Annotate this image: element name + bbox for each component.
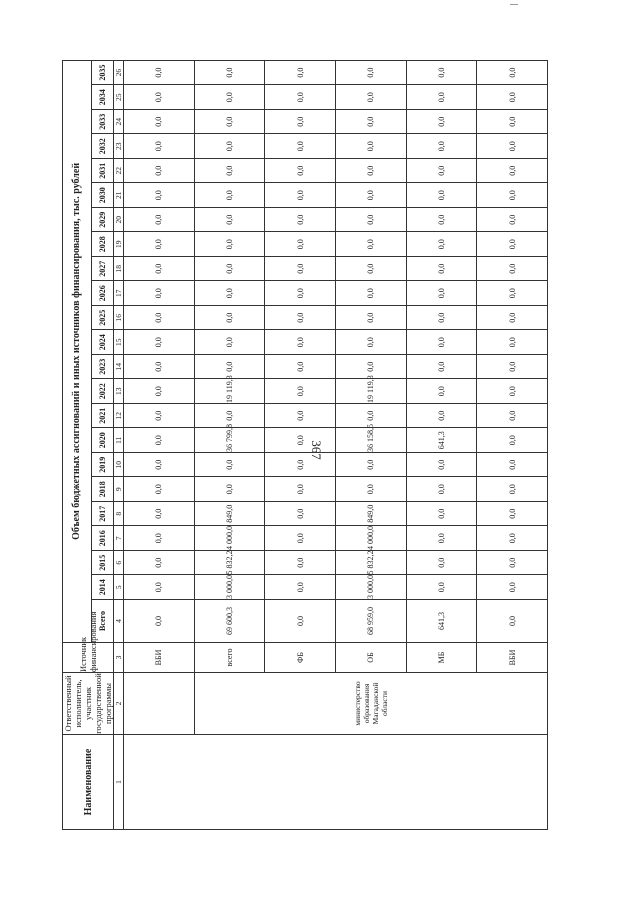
value-cell: 0,0 bbox=[477, 379, 548, 404]
value-cell: 849,0 bbox=[335, 502, 406, 527]
value-cell: 0,0 bbox=[477, 306, 548, 331]
column-number: 16 bbox=[114, 306, 124, 331]
value-cell: 0,0 bbox=[265, 306, 336, 331]
value-cell: 0,0 bbox=[194, 355, 265, 380]
header-year: 2020 bbox=[91, 428, 113, 453]
value-cell: 0,0 bbox=[477, 428, 548, 453]
value-cell: 0,0 bbox=[406, 379, 477, 404]
value-cell: 0,0 bbox=[477, 526, 548, 551]
value-cell: 0,0 bbox=[265, 526, 336, 551]
value-cell: 0,0 bbox=[194, 330, 265, 355]
value-cell: 0,0 bbox=[265, 551, 336, 576]
header-funding-title: Объем бюджетных ассигнований и иных источников финансирования, тыс. рублей bbox=[63, 60, 92, 642]
total-cell: 68 959,0 bbox=[335, 600, 406, 643]
value-cell: 0,0 bbox=[406, 330, 477, 355]
value-cell: 0,0 bbox=[406, 208, 477, 233]
value-cell: 0,0 bbox=[477, 355, 548, 380]
column-number: 25 bbox=[114, 85, 124, 110]
value-cell: 0,0 bbox=[194, 404, 265, 429]
header-year: 2023 bbox=[91, 355, 113, 380]
value-cell: 0,0 bbox=[406, 60, 477, 85]
value-cell: 0,0 bbox=[406, 110, 477, 135]
value-cell: 0,0 bbox=[265, 85, 336, 110]
value-cell: 0,0 bbox=[477, 502, 548, 527]
value-cell: 0,0 bbox=[477, 257, 548, 282]
value-cell: 0,0 bbox=[335, 110, 406, 135]
value-cell: 0,0 bbox=[265, 281, 336, 306]
column-number: 5 bbox=[114, 575, 124, 600]
value-cell: 0,0 bbox=[335, 159, 406, 184]
value-cell: 0,0 bbox=[406, 526, 477, 551]
value-cell: 0,0 bbox=[265, 159, 336, 184]
value-cell: 0,0 bbox=[124, 502, 195, 527]
value-cell: 0,0 bbox=[406, 575, 477, 600]
header-row-top bbox=[63, 60, 92, 829]
column-number: 6 bbox=[114, 551, 124, 576]
column-number: 20 bbox=[114, 208, 124, 233]
value-cell: 0,0 bbox=[124, 232, 195, 257]
column-number: 9 bbox=[114, 477, 124, 502]
total-cell: 0,0 bbox=[265, 600, 336, 643]
value-cell: 5 832,2 bbox=[194, 551, 265, 576]
value-cell: 0,0 bbox=[124, 281, 195, 306]
column-number: 3 bbox=[114, 643, 124, 673]
value-cell: 0,0 bbox=[124, 428, 195, 453]
value-cell: 0,0 bbox=[124, 85, 195, 110]
value-cell: 0,0 bbox=[335, 306, 406, 331]
header-year: 2019 bbox=[91, 453, 113, 478]
table-row bbox=[194, 60, 265, 829]
source-cell: ВБИ bbox=[477, 643, 548, 673]
header-year: 2034 bbox=[91, 85, 113, 110]
source-cell: МБ bbox=[406, 643, 477, 673]
value-cell: 4 000,0 bbox=[335, 526, 406, 551]
header-year: 2026 bbox=[91, 281, 113, 306]
value-cell: 0,0 bbox=[477, 85, 548, 110]
column-number: 8 bbox=[114, 502, 124, 527]
value-cell: 0,0 bbox=[335, 477, 406, 502]
header-year: 2029 bbox=[91, 208, 113, 233]
value-cell: 0,0 bbox=[265, 60, 336, 85]
column-number: 2 bbox=[114, 673, 124, 735]
value-cell: 0,0 bbox=[265, 208, 336, 233]
value-cell: 0,0 bbox=[124, 257, 195, 282]
value-cell: 0,0 bbox=[335, 208, 406, 233]
header-year: 2035 bbox=[91, 60, 113, 85]
column-number: 18 bbox=[114, 257, 124, 282]
responsible-cell: министерство образования Магаданской области bbox=[194, 673, 547, 735]
name-cell bbox=[124, 735, 548, 830]
value-cell: 0,0 bbox=[335, 330, 406, 355]
header-year: 2014 bbox=[91, 575, 113, 600]
header-year: 2031 bbox=[91, 159, 113, 184]
value-cell: 641,3 bbox=[406, 428, 477, 453]
value-cell: 36 158,5 bbox=[335, 428, 406, 453]
value-cell: 0,0 bbox=[124, 453, 195, 478]
value-cell: 0,0 bbox=[406, 404, 477, 429]
value-cell: 0,0 bbox=[194, 281, 265, 306]
column-number: 7 bbox=[114, 526, 124, 551]
value-cell: 0,0 bbox=[406, 306, 477, 331]
value-cell: 0,0 bbox=[124, 404, 195, 429]
value-cell: 0,0 bbox=[477, 404, 548, 429]
value-cell: 0,0 bbox=[194, 232, 265, 257]
column-number: 15 bbox=[114, 330, 124, 355]
column-number: 1 bbox=[114, 735, 124, 830]
column-number: 11 bbox=[114, 428, 124, 453]
total-cell: 641,3 bbox=[406, 600, 477, 643]
header-year: 2015 bbox=[91, 551, 113, 576]
value-cell: 0,0 bbox=[406, 159, 477, 184]
header-year: 2024 bbox=[91, 330, 113, 355]
column-number: 10 bbox=[114, 453, 124, 478]
source-cell: всего bbox=[194, 643, 265, 673]
header-total: Всего bbox=[91, 600, 113, 643]
value-cell: 0,0 bbox=[477, 208, 548, 233]
column-number: 14 bbox=[114, 355, 124, 380]
header-year: 2033 bbox=[91, 110, 113, 135]
value-cell: 0,0 bbox=[194, 208, 265, 233]
value-cell: 0,0 bbox=[406, 355, 477, 380]
value-cell: 0,0 bbox=[124, 110, 195, 135]
value-cell: 0,0 bbox=[477, 551, 548, 576]
value-cell: 0,0 bbox=[265, 428, 336, 453]
value-cell: 0,0 bbox=[406, 257, 477, 282]
value-cell: 0,0 bbox=[335, 232, 406, 257]
value-cell: 0,0 bbox=[194, 257, 265, 282]
value-cell: 0,0 bbox=[194, 110, 265, 135]
value-cell: 0,0 bbox=[335, 134, 406, 159]
value-cell: 0,0 bbox=[477, 183, 548, 208]
value-cell: 0,0 bbox=[477, 477, 548, 502]
value-cell: 0,0 bbox=[265, 232, 336, 257]
value-cell: 849,0 bbox=[194, 502, 265, 527]
value-cell: 0,0 bbox=[265, 110, 336, 135]
value-cell: 0,0 bbox=[406, 85, 477, 110]
header-year: 2032 bbox=[91, 134, 113, 159]
value-cell: 3 000,0 bbox=[194, 575, 265, 600]
value-cell: 0,0 bbox=[406, 232, 477, 257]
value-cell: 0,0 bbox=[194, 60, 265, 85]
value-cell: 0,0 bbox=[124, 159, 195, 184]
column-number: 26 bbox=[114, 60, 124, 85]
value-cell: 0,0 bbox=[265, 330, 336, 355]
value-cell: 0,0 bbox=[124, 526, 195, 551]
value-cell: 0,0 bbox=[406, 502, 477, 527]
total-cell: 69 600,3 bbox=[194, 600, 265, 643]
value-cell: 0,0 bbox=[477, 330, 548, 355]
value-cell: 0,0 bbox=[124, 330, 195, 355]
table-row bbox=[124, 60, 195, 829]
value-cell: 0,0 bbox=[335, 355, 406, 380]
header-year: 2018 bbox=[91, 477, 113, 502]
value-cell: 0,0 bbox=[124, 60, 195, 85]
header-year: 2028 bbox=[91, 232, 113, 257]
column-number: 17 bbox=[114, 281, 124, 306]
source-cell: ОБ bbox=[335, 643, 406, 673]
value-cell: 0,0 bbox=[124, 379, 195, 404]
value-cell: 0,0 bbox=[194, 159, 265, 184]
total-cell: 0,0 bbox=[477, 600, 548, 643]
value-cell: 0,0 bbox=[194, 306, 265, 331]
header-year: 2017 bbox=[91, 502, 113, 527]
value-cell: 0,0 bbox=[124, 575, 195, 600]
value-cell: 36 799,8 bbox=[194, 428, 265, 453]
value-cell: 0,0 bbox=[477, 232, 548, 257]
value-cell: 0,0 bbox=[335, 281, 406, 306]
value-cell: 5 832,2 bbox=[335, 551, 406, 576]
header-year: 2016 bbox=[91, 526, 113, 551]
value-cell: 0,0 bbox=[406, 281, 477, 306]
value-cell: 0,0 bbox=[477, 453, 548, 478]
value-cell: 0,0 bbox=[335, 183, 406, 208]
value-cell: 0,0 bbox=[265, 134, 336, 159]
column-number: 13 bbox=[114, 379, 124, 404]
budget-table bbox=[62, 60, 548, 830]
value-cell: 4 000,0 bbox=[194, 526, 265, 551]
value-cell: 19 119,3 bbox=[335, 379, 406, 404]
value-cell: 0,0 bbox=[194, 477, 265, 502]
value-cell: 0,0 bbox=[265, 183, 336, 208]
value-cell: 0,0 bbox=[406, 134, 477, 159]
value-cell: 0,0 bbox=[265, 453, 336, 478]
value-cell: 0,0 bbox=[265, 502, 336, 527]
header-year: 2027 bbox=[91, 257, 113, 282]
value-cell: 0,0 bbox=[477, 159, 548, 184]
column-number-row bbox=[114, 60, 124, 829]
page-number: 367 bbox=[308, 440, 324, 460]
value-cell: 0,0 bbox=[335, 257, 406, 282]
value-cell: 0,0 bbox=[194, 183, 265, 208]
value-cell: 0,0 bbox=[335, 60, 406, 85]
header-year: 2025 bbox=[91, 306, 113, 331]
value-cell: 0,0 bbox=[477, 134, 548, 159]
value-cell: 0,0 bbox=[265, 355, 336, 380]
value-cell: 0,0 bbox=[406, 551, 477, 576]
header-year: 2021 bbox=[91, 404, 113, 429]
header-source: Источник финансирования bbox=[63, 643, 114, 673]
value-cell: 0,0 bbox=[406, 453, 477, 478]
value-cell: 19 119,3 bbox=[194, 379, 265, 404]
value-cell: 0,0 bbox=[406, 183, 477, 208]
value-cell: 0,0 bbox=[335, 404, 406, 429]
column-number: 22 bbox=[114, 159, 124, 184]
header-year: 2030 bbox=[91, 183, 113, 208]
value-cell: 0,0 bbox=[406, 477, 477, 502]
value-cell: 3 000,0 bbox=[335, 575, 406, 600]
value-cell: 0,0 bbox=[124, 306, 195, 331]
budget-table-rotated bbox=[62, 64, 520, 830]
value-cell: 0,0 bbox=[194, 85, 265, 110]
header-responsible: Ответственный исполнитель, участник государственной программы bbox=[63, 673, 113, 734]
value-cell: 0,0 bbox=[335, 453, 406, 478]
column-number: 21 bbox=[114, 183, 124, 208]
header-year: 2022 bbox=[91, 379, 113, 404]
responsible-cell-empty bbox=[124, 673, 195, 735]
value-cell: 0,0 bbox=[265, 477, 336, 502]
value-cell: 0,0 bbox=[265, 257, 336, 282]
value-cell: 0,0 bbox=[194, 134, 265, 159]
column-number: 4 bbox=[114, 600, 124, 643]
value-cell: 0,0 bbox=[265, 379, 336, 404]
value-cell: 0,0 bbox=[124, 208, 195, 233]
value-cell: 0,0 bbox=[477, 575, 548, 600]
value-cell: 0,0 bbox=[477, 110, 548, 135]
value-cell: 0,0 bbox=[194, 453, 265, 478]
source-cell: ФБ bbox=[265, 643, 336, 673]
value-cell: 0,0 bbox=[124, 477, 195, 502]
value-cell: 0,0 bbox=[265, 575, 336, 600]
column-number: 23 bbox=[114, 134, 124, 159]
column-number: 12 bbox=[114, 404, 124, 429]
header-name: Наименование bbox=[63, 735, 114, 830]
value-cell: 0,0 bbox=[124, 355, 195, 380]
value-cell: 0,0 bbox=[477, 60, 548, 85]
column-number: 19 bbox=[114, 232, 124, 257]
value-cell: 0,0 bbox=[124, 183, 195, 208]
value-cell: 0,0 bbox=[335, 85, 406, 110]
value-cell: 0,0 bbox=[477, 281, 548, 306]
column-number: 24 bbox=[114, 110, 124, 135]
value-cell: 0,0 bbox=[265, 404, 336, 429]
source-cell: ВБИ bbox=[124, 643, 195, 673]
total-cell: 0,0 bbox=[124, 600, 195, 643]
value-cell: 0,0 bbox=[124, 134, 195, 159]
value-cell: 0,0 bbox=[124, 551, 195, 576]
